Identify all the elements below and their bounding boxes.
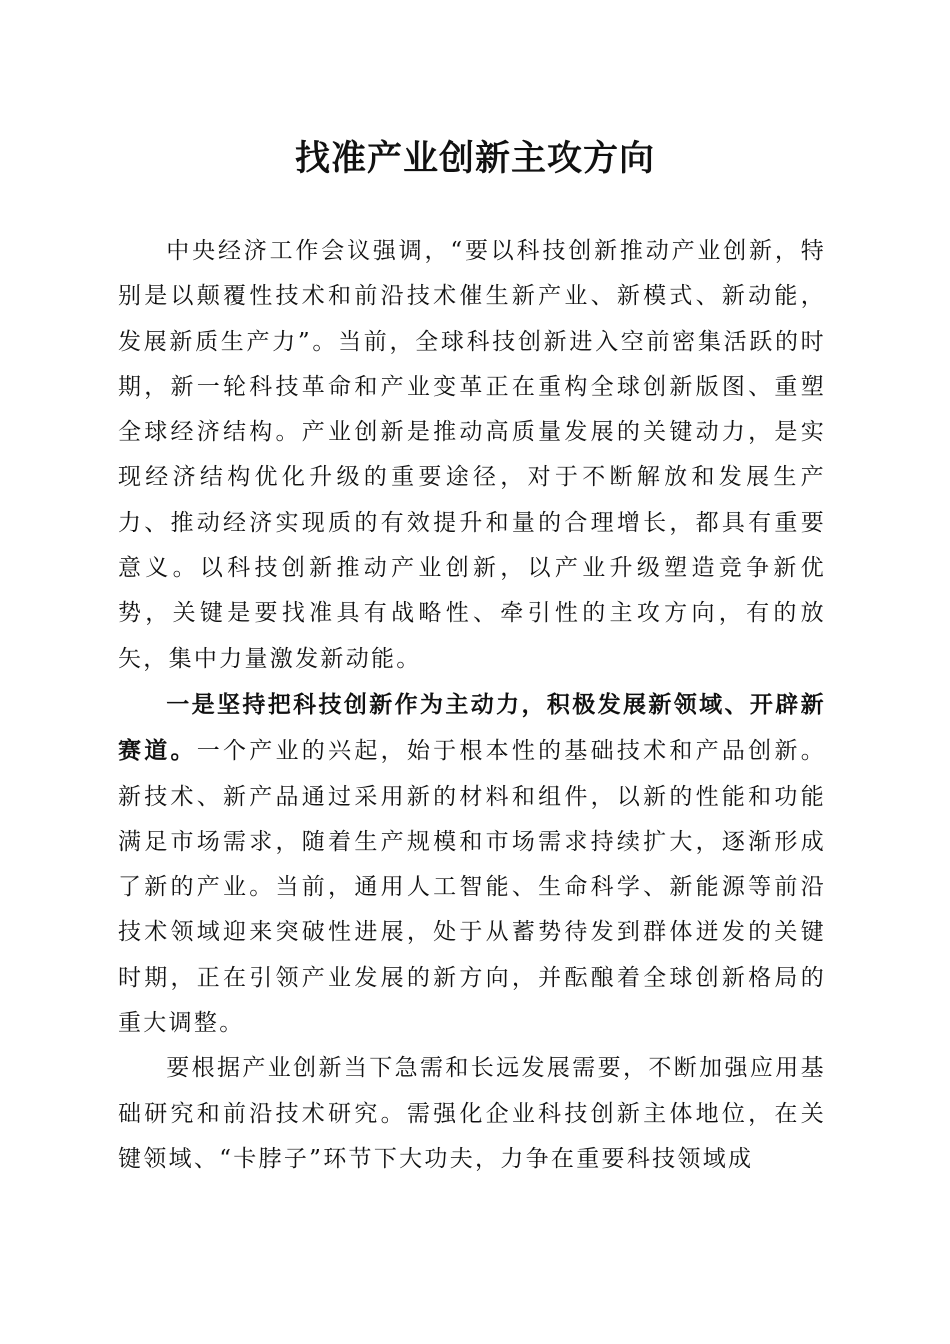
paragraph-2-lead: 一是坚持把科技创新作为主动力，积极发展新领域、开辟新赛道。	[118, 690, 826, 765]
paragraph-2-text: 一个产业的兴起，始于根本性的基础技术和产品创新。新技术、新产品通过采用新的材料和组件，以新的性能和功能满足市场需求，随着生产规模和市场需求持续扩大，逐渐形成了新的产业。当前，通用人工智能、生命科学、新能源等前沿技术领域迎来突破性进展，处于从蓄势待发到群体迸发的关键时期，正在引领产业发展的新方向，并酝酿着全球创新格局的重大调整。	[118, 738, 826, 1037]
paragraph-3	[118, 1046, 826, 1182]
page-title: 找准产业创新主攻方向	[294, 138, 655, 179]
paragraph-2	[118, 682, 826, 1046]
article-body	[118, 229, 826, 1182]
paragraph-3-text: 要根据产业创新当下急需和长远发展需要，不断加强应用基础研究和前沿技术研究。需强化企业科技创新主体地位，在关键领域、“卡脖子”环节下大功夫，力争在重要科技领域成	[118, 1055, 826, 1172]
paragraph-1	[118, 229, 826, 682]
paragraph-1-text: 中央经济工作会议强调，“要以科技创新推动产业创新，特别是以颠覆性技术和前沿技术催生新产业、新模式、新动能，发展新质生产力”。当前，全球科技创新进入空前密集活跃的时期，新一轮科技革命和产业变革正在重构全球创新版图、重塑全球经济结构。产业创新是推动高质量发展的关键动力，是实现经济结构优化升级的重要途径，对于不断解放和发展生产力、推动经济实现质的有效提升和量的合理增长，都具有重要意义。以科技创新推动产业创新，以产业升级塑造竞争新优势，关键是要找准具有战略性、牵引性的主攻方向，有的放矢，集中力量激发新动能。	[118, 238, 826, 672]
